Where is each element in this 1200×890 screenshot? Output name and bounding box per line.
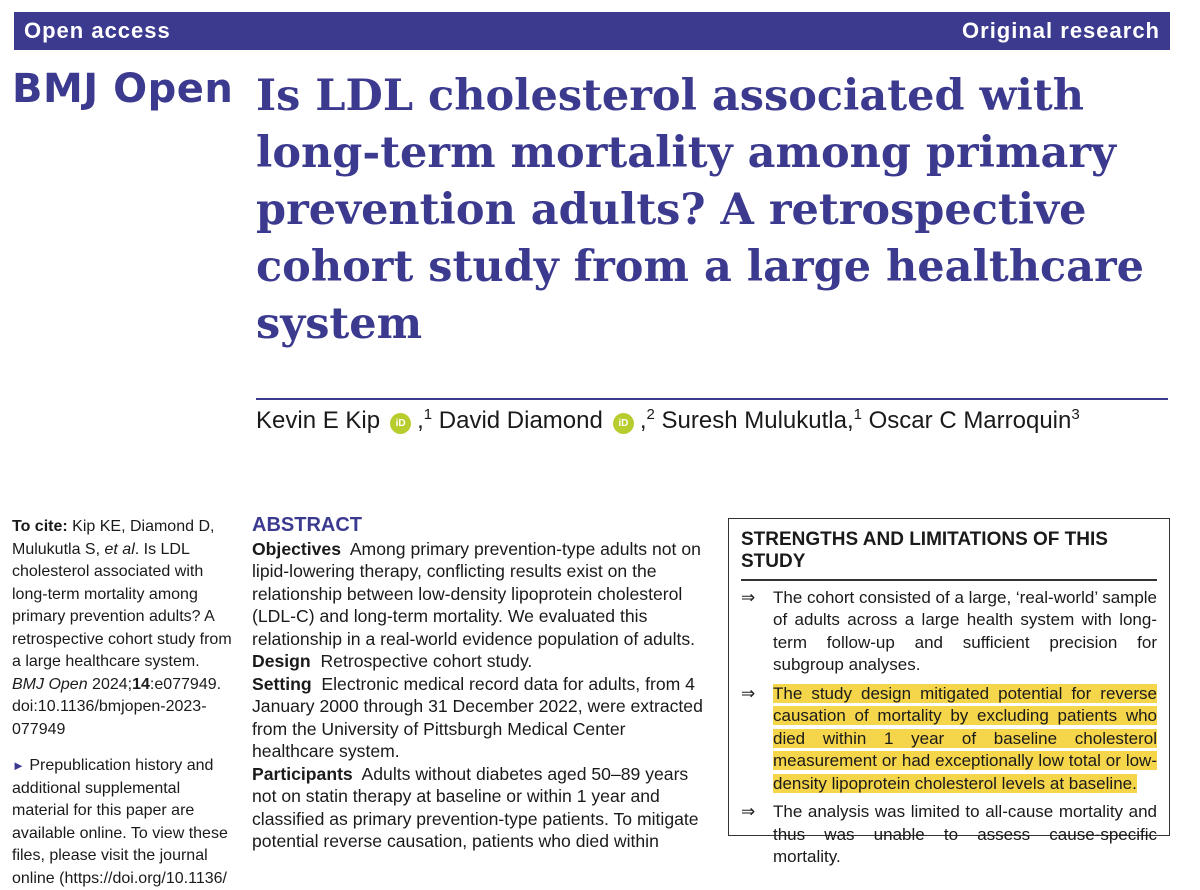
abstract-objectives: Objectives Among primary prevention-type adults not on lipid-lowering therapy, conflicting results exist on the relationship between low-density lipoprotein cholesterol (LDL-C) and long-term mortality. We evaluated this relationship in a real-world evidence population of adults.: [252, 538, 701, 649]
article-title: Is LDL cholesterol associated with long-term mortality among primary prevention adults? A retrospective cohort study from a large healthcare system: [256, 71, 1145, 349]
journal-logo: BMJ Open: [12, 66, 234, 112]
affiliation-number: 1: [853, 406, 862, 423]
implies-arrow-icon: ⇒: [741, 802, 756, 821]
orcid-icon[interactable]: iD: [613, 413, 634, 434]
citation-sidebar: [12, 516, 234, 890]
strength-item: ⇒ The cohort consisted of a large, ‘real-world’ sample of adults across a large health system with long-term follow-up and sufficient precision for subgroup analyses.: [741, 587, 1157, 677]
limitation-item: ⇒ The analysis was limited to all-cause mortality and thus was unable to assess cause-specific mortality.: [741, 801, 1157, 869]
abstract-design: Design Retrospective cohort study.: [252, 651, 533, 671]
citation-label: To cite:: [12, 518, 68, 535]
top-banner: [14, 12, 1170, 50]
abstract-setting: Setting Electronic medical record data for adults, from 4 January 2000 through 31 December 2022, were extracted from the University of Pittsburgh Medical Center healthcare system.: [252, 673, 703, 761]
strengths-heading: STRENGTHS AND LIMITATIONS OF THIS STUDY: [741, 529, 1108, 572]
affiliation-number: 2: [646, 406, 655, 423]
author-name: Suresh Mulukutla,: [661, 407, 854, 434]
article-type-label: Original research: [962, 18, 1160, 43]
box-divider: [741, 579, 1157, 581]
citation-text: To cite: Kip KE, Diamond D, Mulukutla S, et al. Is LDL cholesterol associated with long-term mortality among primary prevention adults? A retrospective cohort study from a large healthcare system. BMJ Open 2024;14:e077949. doi:10.1136/bmjopen-2023-077949: [12, 518, 232, 738]
open-access-label: Open access: [24, 18, 171, 43]
implies-arrow-icon: ⇒: [741, 683, 756, 703]
author-name: Kevin E Kip: [256, 407, 381, 434]
affiliation-number: 3: [1071, 406, 1080, 423]
author-name: David Diamond: [438, 407, 603, 434]
implies-arrow-icon: ⇒: [741, 587, 756, 607]
strength-item-highlighted: [741, 683, 1157, 796]
authors-divider: [256, 398, 1168, 400]
author-list: Kevin E Kip iD ,$^1$ David Diamond iD ,$^2$ Suresh Mulukutla,$^1$ Oscar C Marroquin$^3$: [256, 406, 1080, 434]
abstract-participants: Participants Adults without diabetes aged 50–89 years not on statin therapy at baseline or within 1 year and classified as primary prevention-type patients. To mitigate potential reverse causation, patients who died within: [252, 763, 699, 851]
abstract-section: [252, 514, 704, 853]
abstract-heading: ABSTRACT: [252, 514, 362, 536]
orcid-icon[interactable]: iD: [390, 413, 411, 434]
triangle-bullet-icon: ►: [12, 758, 25, 773]
affiliation-number: 1: [423, 406, 433, 423]
author-name: Oscar C Marroquin: [868, 407, 1072, 434]
prepublication-note: ► Prepublication history and additional supplemental material for this paper are available online. To view these files, please visit the journal online (https://doi.org/10.1136/: [12, 757, 228, 887]
highlighted-text: The study design mitigated potential for reverse causation of mortality by excluding patients who died within 1 year of baseline cholesterol measurement or had exceptionally low total or low-density lipoprotein cholesterol levels at baseline.: [773, 683, 1157, 793]
strengths-limitations-box: [728, 518, 1170, 866]
